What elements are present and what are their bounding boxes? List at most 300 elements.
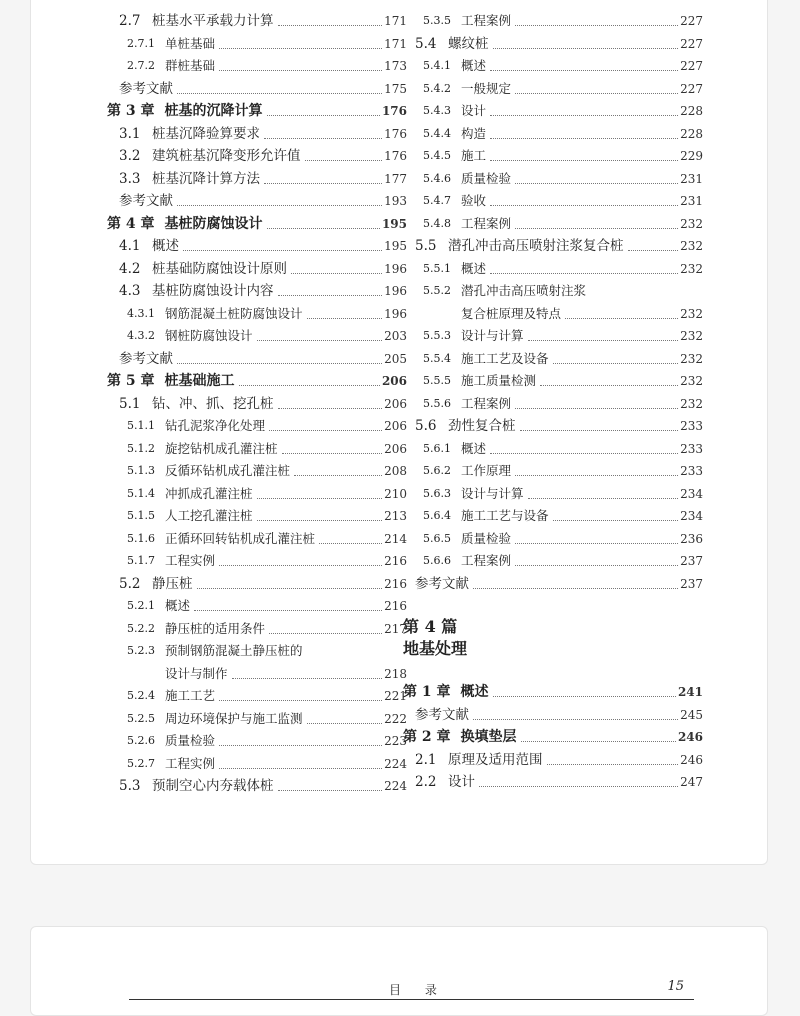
toc-entry-title: 参考文献 xyxy=(415,706,469,723)
toc-section-entry[interactable] xyxy=(107,259,407,279)
toc-entry-number: 5.1.1 xyxy=(127,419,155,432)
toc-entry-number: 5.3.5 xyxy=(423,14,451,27)
toc-entry-number: 5.5.3 xyxy=(423,329,451,342)
toc-entry-page: 196 xyxy=(384,306,407,321)
toc-entry-page: 213 xyxy=(384,509,407,523)
toc-entry-page: 233 xyxy=(680,441,703,456)
toc-section-entry[interactable] xyxy=(403,551,703,571)
toc-entry-title: 概述 xyxy=(165,598,191,613)
toc-entry-title: 工程案例 xyxy=(461,395,512,411)
toc-entry-page: 208 xyxy=(384,464,407,478)
toc-entry-title: 施工工艺及设备 xyxy=(461,350,549,366)
toc-entry-title: 参考文献 xyxy=(119,350,173,367)
toc-entry-number: 5.2.3 xyxy=(127,644,155,657)
toc-entry-number: 5.6.5 xyxy=(423,531,451,545)
toc-entry-continuation[interactable] xyxy=(107,664,407,684)
toc-section-entry[interactable] xyxy=(403,79,703,99)
toc-entry-page: 222 xyxy=(384,711,407,726)
toc-section-entry[interactable] xyxy=(403,772,703,792)
toc-entry-title: 施工 xyxy=(461,148,487,163)
dot-leader xyxy=(278,294,383,296)
toc-entry-page: 232 xyxy=(680,261,703,276)
toc-entry-title: 桩基水平承载力计算 xyxy=(152,13,274,29)
toc-entry-page: 233 xyxy=(680,464,703,478)
toc-entry-title: 潜孔冲击高压喷射注浆 xyxy=(461,283,587,298)
toc-entry-title: 人工挖孔灌注桩 xyxy=(165,508,253,523)
toc-entry-number: 5.2 xyxy=(119,575,141,592)
toc-entry-page: 232 xyxy=(680,351,703,366)
dot-leader xyxy=(547,763,679,765)
dot-leader xyxy=(257,519,383,521)
toc-entry-page: 176 xyxy=(384,149,407,163)
dot-leader xyxy=(319,542,382,544)
toc-entry-number: 第 1 章 xyxy=(403,684,451,700)
toc-entry-page: 214 xyxy=(384,531,407,546)
toc-entry-number: 5.1.6 xyxy=(127,531,155,545)
dot-leader xyxy=(278,407,383,409)
toc-section-entry[interactable] xyxy=(403,259,703,279)
toc-entry-number: 5.6 xyxy=(415,418,437,434)
toc-entry-page: 228 xyxy=(680,104,703,118)
toc-section-entry[interactable] xyxy=(403,169,703,189)
toc-entry-page: 246 xyxy=(677,730,703,744)
toc-entry-page: 216 xyxy=(384,576,407,591)
dot-leader xyxy=(177,204,382,206)
dot-leader xyxy=(490,452,678,454)
toc-section-entry[interactable] xyxy=(107,11,407,31)
toc-section-entry[interactable] xyxy=(403,214,703,234)
next-page xyxy=(30,926,768,1016)
toc-section-entry[interactable] xyxy=(403,416,703,436)
dot-leader xyxy=(553,362,679,364)
toc-section-entry[interactable] xyxy=(107,146,407,166)
toc-entry-number: 第 4 章 xyxy=(107,215,155,232)
dot-leader xyxy=(490,204,678,206)
toc-section-entry[interactable] xyxy=(107,169,407,189)
toc-entry-title: 桩基础施工 xyxy=(164,373,235,389)
toc-entry-number: 5.4.5 xyxy=(423,149,451,162)
dot-leader xyxy=(197,587,383,589)
toc-section-entry[interactable] xyxy=(107,56,407,76)
page-number: 15 xyxy=(667,979,684,994)
toc-entry-page: 196 xyxy=(384,284,407,298)
toc-section-entry[interactable] xyxy=(107,574,407,594)
toc-section-entry[interactable] xyxy=(403,484,703,504)
toc-entry-page: 173 xyxy=(384,59,407,73)
dot-leader xyxy=(219,564,382,566)
dot-leader xyxy=(565,317,678,319)
dot-leader xyxy=(239,384,380,386)
toc-entry-title: 单桩基础 xyxy=(165,35,216,51)
toc-entry-page: 246 xyxy=(680,752,703,767)
toc-entry-page: 203 xyxy=(384,329,407,343)
toc-entry-title: 桩基沉降计算方法 xyxy=(152,170,260,187)
toc-entry-title: 一般规定 xyxy=(461,80,512,96)
toc-section-entry[interactable] xyxy=(107,236,407,256)
dot-leader xyxy=(515,542,678,544)
dot-leader xyxy=(232,677,383,679)
toc-entry-number: 5.1.3 xyxy=(127,464,155,477)
page-header-rule xyxy=(129,979,694,1000)
toc-section-entry[interactable] xyxy=(107,461,407,481)
toc-entry-number: 4.3.1 xyxy=(127,306,155,320)
toc-section-entry[interactable] xyxy=(403,529,703,549)
toc-section-entry[interactable] xyxy=(107,416,407,436)
toc-entry-title: 施工质量检测 xyxy=(461,373,537,388)
toc-entry-title: 周边环境保护与施工监测 xyxy=(165,710,303,726)
toc-entry-title: 桩基础防腐蚀设计原则 xyxy=(152,260,287,277)
dot-leader xyxy=(479,785,678,787)
toc-entry-number: 5.6.6 xyxy=(423,554,451,567)
toc-entry-page: 176 xyxy=(381,104,407,118)
toc-section-entry[interactable] xyxy=(107,619,407,639)
dot-leader xyxy=(493,695,676,697)
toc-entry-title: 桩基沉降验算要求 xyxy=(152,125,260,142)
toc-entry-number: 4.2 xyxy=(119,260,141,277)
toc-section-entry[interactable] xyxy=(403,11,703,31)
toc-section-entry[interactable] xyxy=(107,281,407,301)
dot-leader xyxy=(553,519,679,521)
toc-entry-page: 228 xyxy=(680,126,703,141)
toc-entry-title: 设计与制作 xyxy=(165,665,228,681)
toc-entry-number: 4.3.2 xyxy=(127,329,155,342)
toc-entry-title: 钢桩防腐蚀设计 xyxy=(165,328,253,343)
toc-entry-title: 钢筋混凝土桩防腐蚀设计 xyxy=(165,305,303,321)
toc-entry-page: 232 xyxy=(680,374,703,388)
toc-entry-title: 工程实例 xyxy=(165,553,216,568)
toc-entry-title: 概述 xyxy=(460,684,489,700)
toc-entry-number: 2.1 xyxy=(415,751,437,768)
toc-entry-number: 2.7 xyxy=(119,13,141,29)
toc-entry-page: 231 xyxy=(680,194,703,208)
toc-entry-page: 206 xyxy=(384,419,407,433)
toc-entry-title: 质量检验 xyxy=(165,733,216,748)
toc-chapter-entry[interactable] xyxy=(107,214,407,234)
toc-section-entry[interactable] xyxy=(403,146,703,166)
toc-entry-page: 216 xyxy=(384,554,407,568)
toc-section-entry[interactable] xyxy=(403,349,703,369)
toc-chapter-entry[interactable] xyxy=(107,101,407,121)
dot-leader xyxy=(493,47,679,49)
toc-section-entry[interactable] xyxy=(107,551,407,571)
toc-entry-title: 劲性复合桩 xyxy=(448,418,516,434)
dot-leader xyxy=(278,24,383,26)
dot-leader xyxy=(305,159,383,161)
toc-section-entry[interactable] xyxy=(403,281,703,301)
toc-entry-number: 5.1.5 xyxy=(127,509,155,522)
dot-leader xyxy=(528,497,679,499)
toc-chapter-entry[interactable] xyxy=(403,727,703,747)
toc-chapter-entry[interactable] xyxy=(107,371,407,391)
toc-section-entry[interactable] xyxy=(107,641,407,661)
toc-reference-entry[interactable] xyxy=(107,191,407,211)
toc-entry-number: 5.5.5 xyxy=(423,374,451,387)
toc-entry-page: 223 xyxy=(384,734,407,748)
toc-section-entry[interactable] xyxy=(107,304,407,324)
toc-entry-title: 工程案例 xyxy=(461,13,512,28)
toc-entry-page: 241 xyxy=(677,685,703,699)
toc-entry-number: 5.1.7 xyxy=(127,554,155,567)
toc-entry-page: 227 xyxy=(680,36,703,51)
toc-entry-number: 2.2 xyxy=(415,774,437,790)
toc-entry-number: 5.5.4 xyxy=(423,351,451,365)
dot-leader xyxy=(307,317,383,319)
toc-entry-title: 潜孔冲击高压喷射注浆复合桩 xyxy=(448,238,624,254)
toc-entry-number: 4.1 xyxy=(119,238,141,254)
toc-entry-number: 5.6.2 xyxy=(423,464,451,477)
toc-entry-page: 232 xyxy=(680,239,703,253)
toc-section-entry[interactable] xyxy=(107,731,407,751)
toc-section-entry[interactable] xyxy=(403,101,703,121)
toc-entry-page: 224 xyxy=(384,779,407,793)
toc-entry-page: 247 xyxy=(680,775,703,789)
toc-chapter-entry[interactable] xyxy=(403,682,703,702)
toc-entry-number: 5.2.1 xyxy=(127,599,155,612)
dot-leader xyxy=(490,69,678,71)
toc-entry-page: 245 xyxy=(680,707,703,722)
toc-entry-number: 2.7.2 xyxy=(127,59,155,72)
toc-section-entry[interactable] xyxy=(107,124,407,144)
toc-entry-title: 验收 xyxy=(461,193,487,208)
toc-entry-page: 217 xyxy=(384,621,407,636)
toc-entry-page: 234 xyxy=(680,509,703,523)
toc-entry-page: 237 xyxy=(680,576,703,591)
toc-entry-number: 5.5.1 xyxy=(423,261,451,275)
toc-entry-page: 229 xyxy=(680,149,703,163)
toc-entry-title: 原理及适用范围 xyxy=(448,751,543,768)
toc-entry-page: 216 xyxy=(384,599,407,613)
toc-entry-title: 设计与计算 xyxy=(461,485,524,501)
toc-entry-number: 5.4.2 xyxy=(423,81,451,95)
toc-entry-page: 175 xyxy=(384,81,407,96)
toc-entry-number: 第 2 章 xyxy=(403,729,451,745)
toc-entry-page: 232 xyxy=(680,306,703,321)
dot-leader xyxy=(490,137,678,139)
toc-entry-page: 195 xyxy=(384,239,407,253)
toc-entry-number: 5.4.7 xyxy=(423,194,451,207)
toc-section-entry[interactable] xyxy=(403,56,703,76)
dot-leader xyxy=(257,339,383,341)
toc-entry-title: 基桩防腐蚀设计 xyxy=(164,215,263,232)
toc-entry-page: 210 xyxy=(384,486,407,501)
toc-entry-page: 205 xyxy=(384,351,407,366)
dot-leader xyxy=(515,407,678,409)
toc-entry-number: 5.6.3 xyxy=(423,486,451,500)
toc-section-entry[interactable] xyxy=(403,34,703,54)
dot-leader xyxy=(515,474,678,476)
dot-leader xyxy=(219,69,382,71)
toc-entry-page: 231 xyxy=(680,171,703,186)
toc-entry-title: 施工工艺与设备 xyxy=(461,508,549,523)
dot-leader xyxy=(291,272,382,274)
toc-entry-number: 5.3 xyxy=(119,778,141,794)
toc-entry-number: 5.6.1 xyxy=(423,441,451,455)
toc-entry-number: 5.4.3 xyxy=(423,104,451,117)
dot-leader xyxy=(515,24,678,26)
toc-entry-page: 234 xyxy=(680,486,703,501)
toc-entry-title: 设计 xyxy=(461,103,487,118)
dot-leader xyxy=(219,47,382,49)
dot-leader xyxy=(490,114,678,116)
toc-section-entry[interactable] xyxy=(107,686,407,706)
toc-page xyxy=(30,0,768,865)
toc-entry-title: 换填垫层 xyxy=(460,729,517,745)
toc-entry-number: 3.2 xyxy=(119,148,141,164)
toc-entry-title: 概述 xyxy=(461,260,487,276)
toc-section-entry[interactable] xyxy=(403,506,703,526)
toc-entry-page: 171 xyxy=(384,36,407,51)
dot-leader xyxy=(264,182,382,184)
dot-leader xyxy=(628,249,679,251)
toc-entry-page: 171 xyxy=(384,14,407,28)
toc-entry-number: 5.2.6 xyxy=(127,734,155,747)
toc-entry-title: 基桩防腐蚀设计内容 xyxy=(152,283,274,299)
toc-section-entry[interactable] xyxy=(107,754,407,774)
dot-leader xyxy=(219,699,382,701)
toc-section-entry[interactable] xyxy=(107,439,407,459)
toc-reference-entry[interactable] xyxy=(107,349,407,369)
toc-entry-number: 5.2.2 xyxy=(127,621,155,635)
toc-section-entry[interactable] xyxy=(403,124,703,144)
dot-leader xyxy=(294,474,382,476)
toc-entry-number: 5.1 xyxy=(119,395,141,412)
toc-section-entry[interactable] xyxy=(107,529,407,549)
toc-entry-number: 5.2.5 xyxy=(127,711,155,725)
dot-leader xyxy=(520,429,679,431)
toc-reference-entry[interactable] xyxy=(403,705,703,725)
dot-leader xyxy=(183,249,382,251)
toc-entry-number: 5.4.8 xyxy=(423,216,451,230)
toc-entry-title: 静压桩的适用条件 xyxy=(165,620,266,636)
toc-entry-title: 设计与计算 xyxy=(461,328,524,343)
toc-section-entry[interactable] xyxy=(107,394,407,414)
toc-entry-title: 概述 xyxy=(152,238,179,254)
running-header-title: 目 录 xyxy=(389,983,447,997)
dot-leader xyxy=(282,452,383,454)
toc-entry-title: 旋挖钻机成孔灌注桩 xyxy=(165,440,278,456)
toc-entry-page: 206 xyxy=(384,441,407,456)
toc-section-entry[interactable] xyxy=(107,596,407,616)
toc-entry-continuation[interactable] xyxy=(403,304,703,324)
toc-entry-number: 5.2.7 xyxy=(127,756,155,770)
toc-entry-number: 5.4.6 xyxy=(423,171,451,185)
toc-entry-title: 反循环钻机成孔灌注桩 xyxy=(165,463,291,478)
toc-entry-page: 221 xyxy=(384,689,407,703)
toc-entry-number: 5.5.6 xyxy=(423,396,451,410)
toc-entry-page: 232 xyxy=(680,396,703,411)
dot-leader xyxy=(515,227,678,229)
toc-entry-number: 5.4 xyxy=(415,35,437,52)
toc-section-entry[interactable] xyxy=(403,439,703,459)
dot-leader xyxy=(521,740,676,742)
toc-entry-title: 工作原理 xyxy=(461,463,512,478)
toc-entry-title: 概述 xyxy=(461,440,487,456)
toc-entry-page: 206 xyxy=(384,396,407,411)
dot-leader xyxy=(473,587,678,589)
toc-entry-title: 参考文献 xyxy=(119,193,173,209)
toc-section-entry[interactable] xyxy=(403,394,703,414)
toc-entry-title: 螺纹桩 xyxy=(448,35,489,52)
toc-section-entry[interactable] xyxy=(403,461,703,481)
dot-leader xyxy=(267,114,380,116)
dot-leader xyxy=(528,339,679,341)
dot-leader xyxy=(515,92,678,94)
toc-entry-title: 参考文献 xyxy=(119,80,173,97)
dot-leader xyxy=(490,272,678,274)
toc-entry-title: 工程案例 xyxy=(461,553,512,568)
toc-entry-number: 2.7.1 xyxy=(127,36,155,50)
toc-entry-page: 233 xyxy=(680,419,703,433)
toc-entry-page: 224 xyxy=(384,756,407,771)
toc-reference-entry[interactable] xyxy=(107,79,407,99)
toc-entry-title: 预制空心内夯载体桩 xyxy=(152,778,274,794)
toc-entry-title: 桩基的沉降计算 xyxy=(164,103,263,119)
toc-section-entry[interactable] xyxy=(403,326,703,346)
toc-section-entry[interactable] xyxy=(403,750,703,770)
dot-leader xyxy=(269,632,382,634)
dot-leader xyxy=(219,767,382,769)
toc-entry-number: 第 3 章 xyxy=(107,103,155,119)
toc-entry-page: 193 xyxy=(384,194,407,208)
toc-section-entry[interactable] xyxy=(107,326,407,346)
dot-leader xyxy=(515,182,678,184)
toc-section-entry[interactable] xyxy=(107,776,407,796)
toc-entry-title: 冲抓成孔灌注桩 xyxy=(165,485,253,501)
toc-entry-number: 3.3 xyxy=(119,170,141,187)
toc-section-entry[interactable] xyxy=(107,709,407,729)
toc-entry-title: 构造 xyxy=(461,125,487,141)
dot-leader xyxy=(257,497,383,499)
toc-entry-number: 4.3 xyxy=(119,283,141,299)
toc-entry-page: 218 xyxy=(384,666,407,681)
dot-leader xyxy=(490,159,678,161)
dot-leader xyxy=(264,137,382,139)
toc-entry-number: 第 5 章 xyxy=(107,373,155,389)
toc-entry-page: 196 xyxy=(384,261,407,276)
toc-entry-title: 工程案例 xyxy=(461,215,512,231)
toc-section-entry[interactable] xyxy=(107,506,407,526)
toc-section-entry[interactable] xyxy=(403,236,703,256)
toc-entry-page: 227 xyxy=(680,14,703,28)
toc-entry-number: 5.4.1 xyxy=(423,59,451,72)
toc-entry-number: 5.6.4 xyxy=(423,509,451,522)
toc-section-entry[interactable] xyxy=(107,484,407,504)
toc-entry-page: 206 xyxy=(381,374,407,388)
toc-section-entry[interactable] xyxy=(403,191,703,211)
toc-entry-page: 176 xyxy=(384,126,407,141)
toc-entry-page: 232 xyxy=(680,329,703,343)
dot-leader xyxy=(540,384,678,386)
dot-leader xyxy=(194,609,382,611)
toc-entry-title: 概述 xyxy=(461,58,487,73)
dot-leader xyxy=(267,227,380,229)
toc-entry-title: 设计 xyxy=(448,774,475,790)
dot-leader xyxy=(278,789,383,791)
toc-reference-entry[interactable] xyxy=(403,574,703,594)
toc-entry-page: 195 xyxy=(381,216,407,231)
toc-entry-number: 3.1 xyxy=(119,125,141,142)
toc-entry-title: 钻孔泥浆净化处理 xyxy=(165,418,266,433)
toc-entry-page: 227 xyxy=(680,81,703,96)
part-title: 地基处理 xyxy=(403,639,468,658)
toc-section-entry[interactable] xyxy=(107,34,407,54)
toc-entry-title: 质量检验 xyxy=(461,530,512,546)
dot-leader xyxy=(515,564,678,566)
dot-leader xyxy=(473,718,678,720)
dot-leader xyxy=(219,744,382,746)
toc-entry-page: 177 xyxy=(384,171,407,186)
toc-section-entry[interactable] xyxy=(403,371,703,391)
